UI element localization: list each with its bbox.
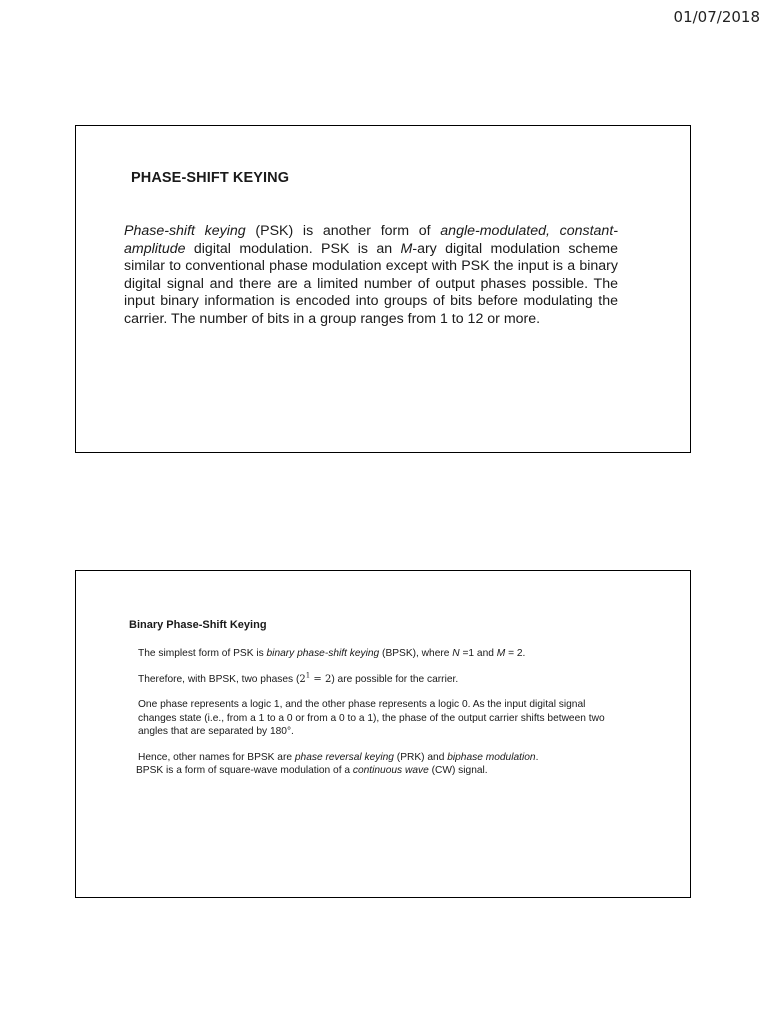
- slide-binary-phase-shift-keying: [75, 570, 691, 898]
- slide-title: PHASE-SHIFT KEYING: [131, 170, 290, 186]
- math-exponent: 1: [305, 671, 311, 680]
- text-run: The simplest form of PSK is: [138, 648, 267, 659]
- text-run: -ary digital modulation scheme similar to conventional phase modulation except with PSK the input is a binary digital signal and there are a limited number of output phases possible. The input binary information is encoded into groups of bits before modulating the carrier. The number of bits in a group ranges from 1 to 12 or more.: [124, 240, 618, 327]
- text-run: Hence, other names for BPSK are: [138, 751, 295, 763]
- emphasis-text: continuous wave: [352, 764, 429, 776]
- slide-phase-shift-keying: [75, 125, 691, 453]
- text-run: ) are possible for the carrier.: [331, 673, 459, 685]
- paragraph-square-wave: [136, 764, 618, 777]
- text-run: (CW) signal.: [428, 764, 488, 776]
- text-run: Therefore, with BPSK, two phases (: [138, 673, 300, 685]
- emphasis-text: biphase modulation: [447, 751, 536, 763]
- math-expression: [299, 671, 332, 685]
- text-run: = 2.: [505, 648, 526, 659]
- term-psk: Phase-shift keying: [124, 223, 246, 239]
- paragraph-other-names: [138, 751, 618, 764]
- paragraph-two-phases: [138, 673, 618, 686]
- slide-title: Binary Phase-Shift Keying: [129, 619, 267, 631]
- emphasis-m: M: [400, 240, 413, 257]
- math-rest: = 2: [310, 673, 332, 685]
- text-run: =1 and: [459, 648, 497, 659]
- text-run: (PSK) is another form of: [245, 223, 441, 239]
- text-run: digital modulation. PSK is an: [185, 240, 401, 257]
- slide-body: [138, 647, 618, 777]
- emphasis-text: angle-modulated, constant-amplitude: [124, 223, 618, 257]
- variable-m: M: [496, 648, 506, 659]
- page-date: 01/07/2018: [673, 8, 760, 26]
- variable-n: N: [452, 648, 460, 659]
- math-base: 2: [299, 673, 306, 685]
- text-run: .: [535, 751, 539, 763]
- emphasis-text: phase reversal keying: [294, 751, 394, 763]
- text-run: BPSK is a form of square-wave modulation of a: [136, 764, 353, 776]
- slide-body-paragraph: [124, 223, 618, 329]
- emphasis-text: binary phase-shift keying: [266, 648, 380, 659]
- text-run: (PRK) and: [393, 751, 448, 763]
- text-run: (BPSK), where: [379, 648, 453, 659]
- paragraph-simplest-form: [138, 647, 618, 660]
- paragraph-logic-phases: One phase represents a logic 1, and the other phase represents a logic 0. As the input digital signal changes state (i.e., from a 1 to a 0 or from a 0 to a 1), the phase of the output carrier shifts between two angles that are separated by 180°.: [138, 699, 605, 737]
